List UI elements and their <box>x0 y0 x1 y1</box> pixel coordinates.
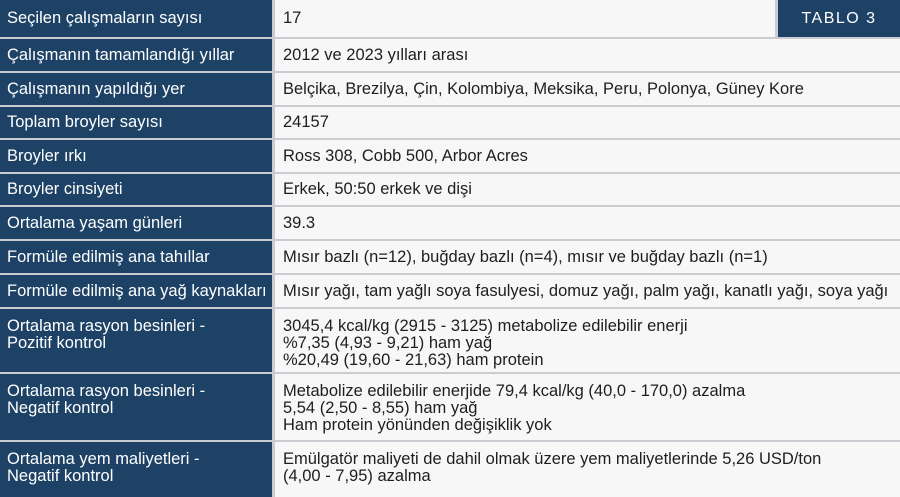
row-value: Mısır yağı, tam yağlı soya fasulyesi, domuz yağı, palm yağı, kanatlı yağı, soya yağı <box>275 275 900 307</box>
row-value: Emülgatör maliyeti de dahil olmak üzere yem maliyetlerinde 5,26 USD/ton (4,00 - 7,95) azalma <box>275 442 900 497</box>
row-value: Erkek, 50:50 erkek ve dişi <box>275 174 900 205</box>
row-value: 24157 <box>275 107 900 138</box>
row-value: Metabolize edilebilir enerjide 79,4 kcal/kg (40,0 - 170,0) azalma 5,54 (2,50 - 8,55) ham yağ Ham protein yönünden değişiklik yok <box>275 374 900 440</box>
table-row <box>0 275 900 307</box>
row-value: 39.3 <box>275 207 900 239</box>
row-value: 3045,4 kcal/kg (2915 - 3125) metabolize edilebilir enerji %7,35 (4,93 - 9,21) ham yağ %20,49 (19,60 - 21,63) ham protein <box>275 309 900 372</box>
row-label: Ortalama rasyon besinleri - Negatif kontrol <box>0 374 272 440</box>
row-label: Toplam broyler sayısı <box>0 107 272 138</box>
row-label: Seçilen çalışmaların sayısı <box>0 0 272 37</box>
table-row <box>0 39 900 71</box>
table-row <box>0 442 900 497</box>
row-value: Belçika, Brezilya, Çin, Kolombiya, Meksika, Peru, Polonya, Güney Kore <box>275 73 900 105</box>
row-label: Ortalama yaşam günleri <box>0 207 272 239</box>
table-row <box>0 73 900 105</box>
table-row <box>0 309 900 372</box>
row-label: Çalışmanın yapıldığı yer <box>0 73 272 105</box>
row-label: Broyler ırkı <box>0 140 272 172</box>
row-label: Ortalama yem maliyetleri - Negatif kontrol <box>0 442 272 497</box>
table-row <box>0 174 900 205</box>
table-row <box>0 0 900 37</box>
table-row <box>0 241 900 273</box>
row-label: Broyler cinsiyeti <box>0 174 272 205</box>
table-row <box>0 140 900 172</box>
row-value: 2012 ve 2023 yılları arası <box>275 39 900 71</box>
row-label: Ortalama rasyon besinleri - Pozitif kontrol <box>0 309 272 372</box>
table-row <box>0 107 900 138</box>
table-row <box>0 207 900 239</box>
row-label: Formüle edilmiş ana tahıllar <box>0 241 272 273</box>
row-value: Mısır bazlı (n=12), buğday bazlı (n=4), mısır ve buğday bazlı (n=1) <box>275 241 900 273</box>
table-title: TABLO 3 <box>778 0 900 37</box>
row-value: Ross 308, Cobb 500, Arbor Acres <box>275 140 900 172</box>
row-label: Formüle edilmiş ana yağ kaynakları <box>0 275 272 307</box>
table-row <box>0 374 900 440</box>
row-value: 17 <box>275 0 775 37</box>
row-label: Çalışmanın tamamlandığı yıllar <box>0 39 272 71</box>
